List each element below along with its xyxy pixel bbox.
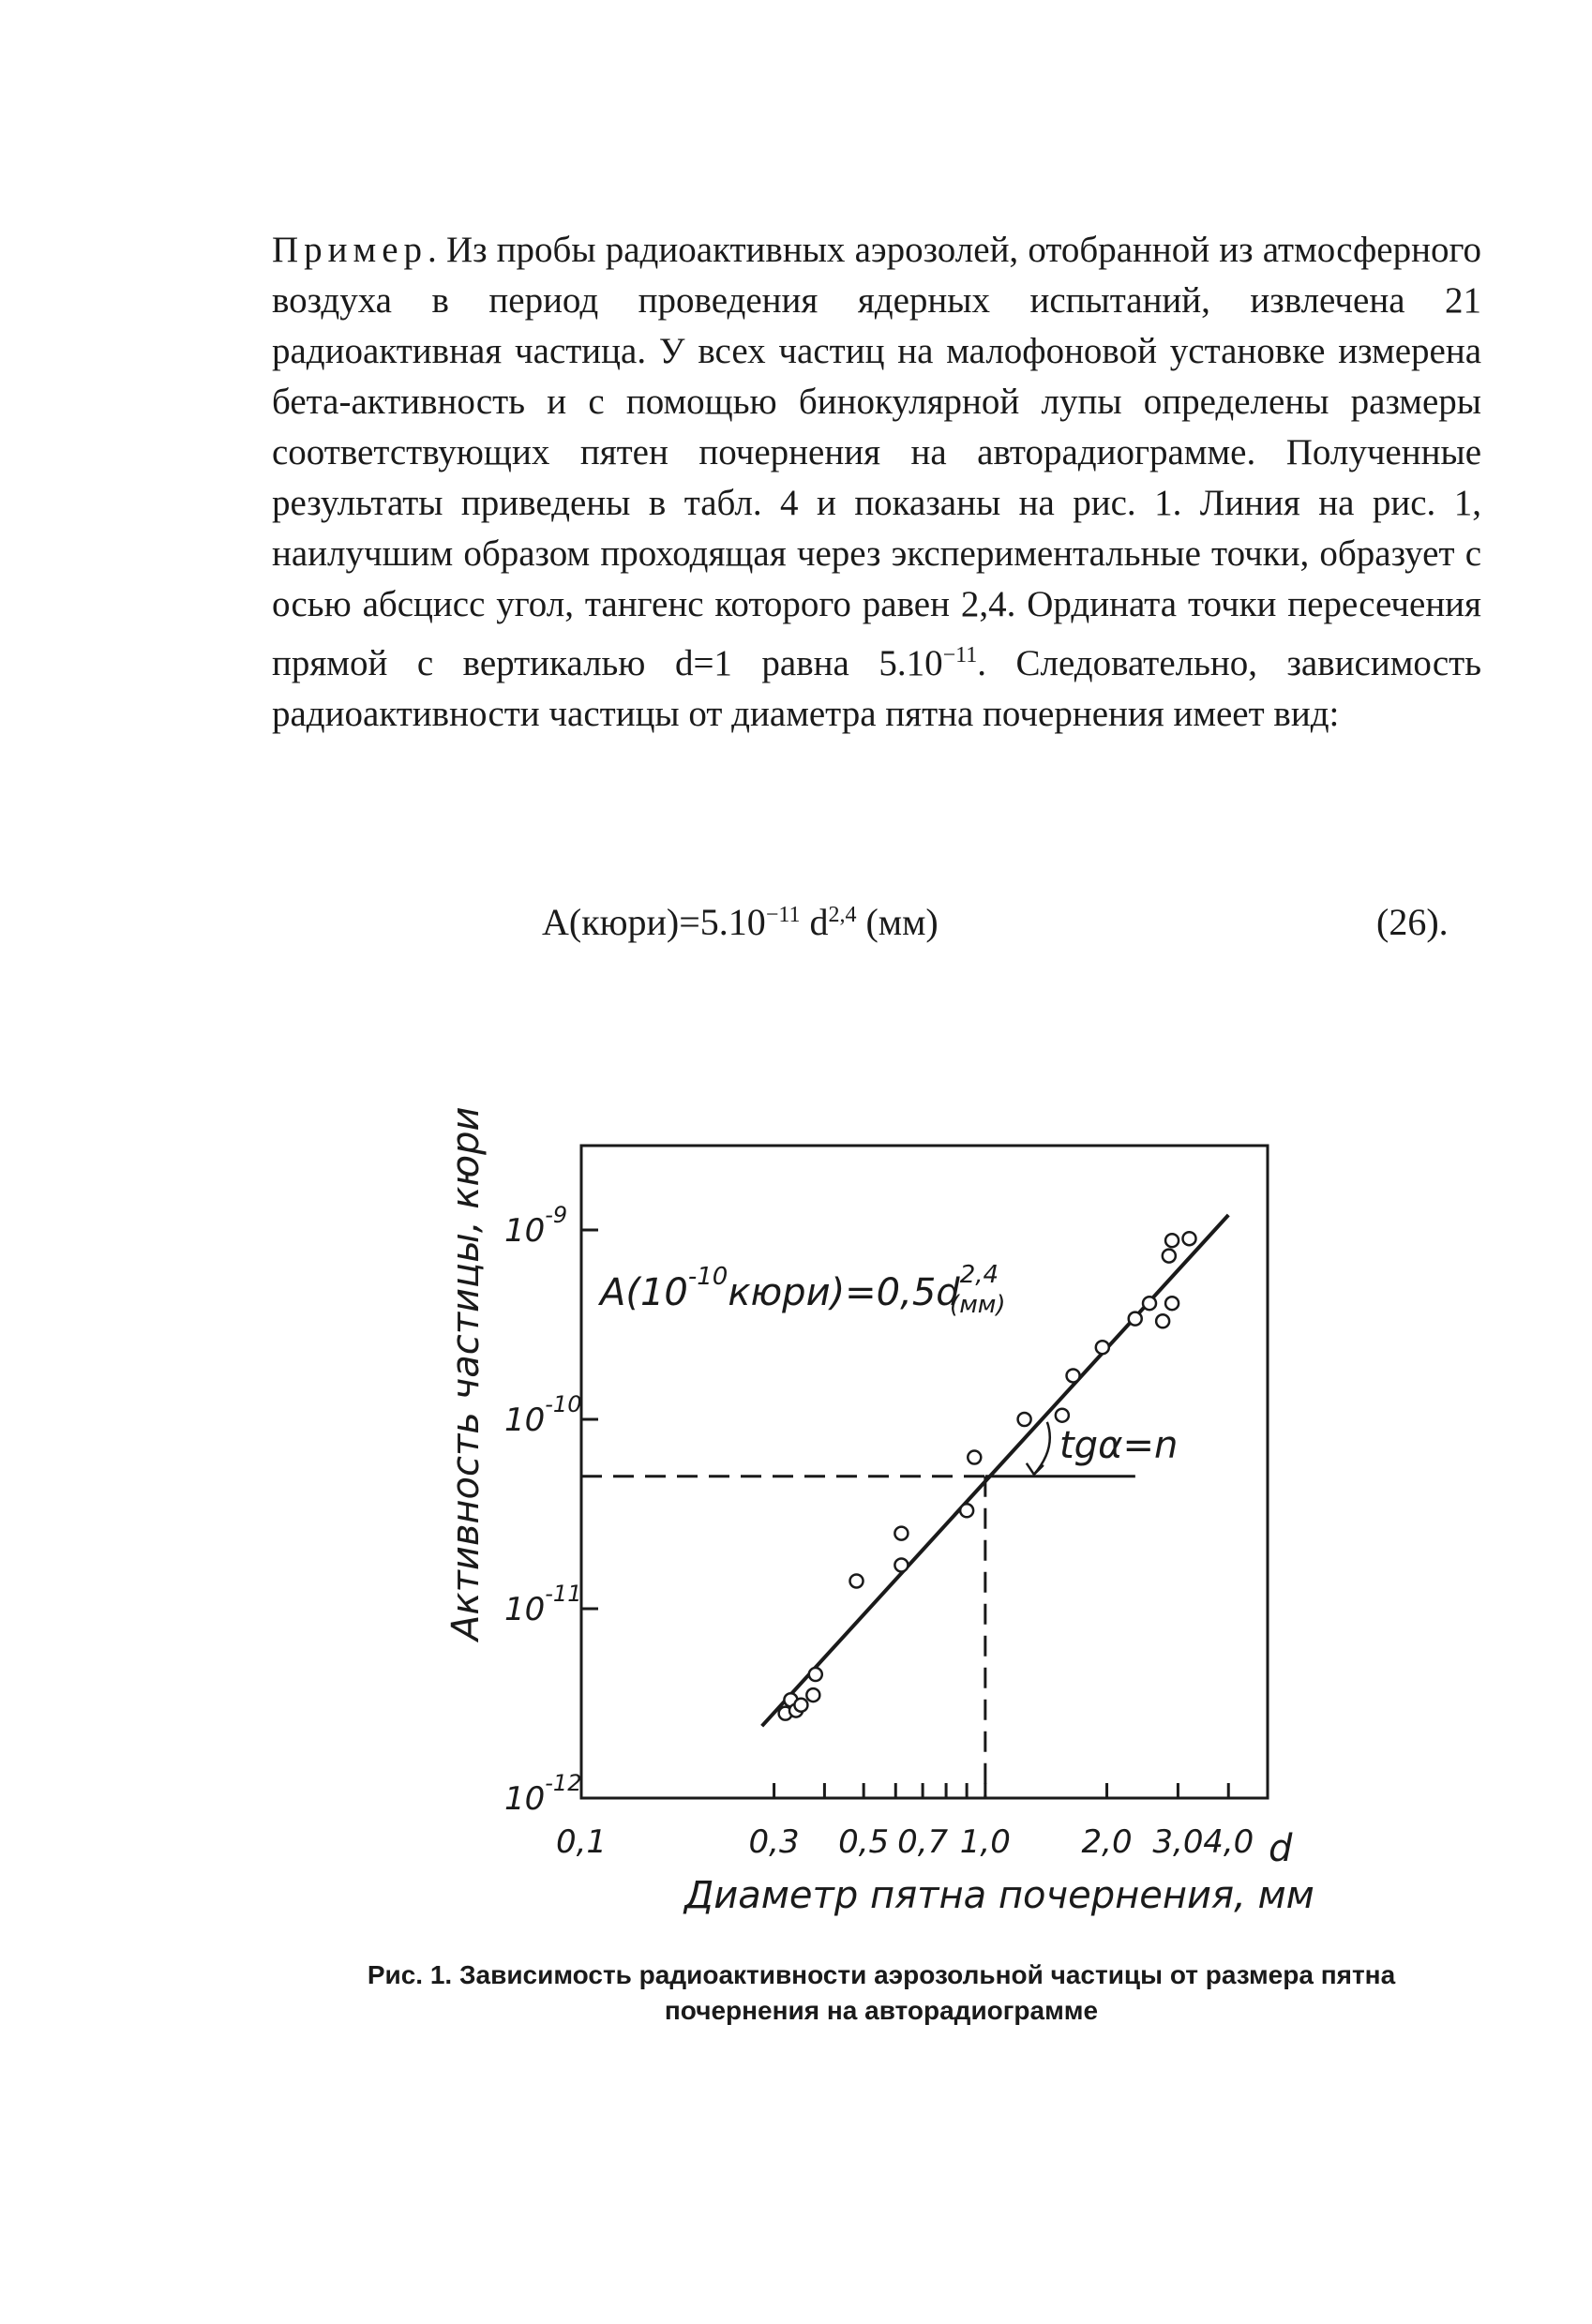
data-point: [806, 1688, 819, 1702]
plot-border: [581, 1146, 1268, 1798]
x-tick-label: 0,3: [748, 1823, 800, 1861]
x-axis-symbol: d: [1269, 1827, 1293, 1870]
data-point: [1163, 1250, 1176, 1263]
formula-right: (мм): [856, 901, 939, 943]
example-paragraph: [272, 225, 1481, 740]
data-point: [894, 1527, 908, 1540]
data-point: [1056, 1409, 1069, 1422]
data-point: [1143, 1297, 1156, 1310]
paragraph-tail: . Следовательно, зависимость радиоактивности частицы от диаметра пятна почернения имеет вид:: [272, 643, 1481, 734]
x-tick-label: 4,0: [1203, 1823, 1254, 1861]
y-tick-label: $10^{-11}$: [504, 1581, 582, 1628]
data-point: [809, 1668, 822, 1681]
data-point: [850, 1574, 864, 1587]
paragraph-exponent: −11: [942, 643, 978, 667]
equation-number: (26).: [1376, 901, 1449, 943]
x-tick-label: 0,7: [897, 1823, 949, 1861]
figure-chart: [0, 1078, 1592, 1941]
formula-mid: d: [800, 901, 829, 943]
data-point: [1156, 1314, 1169, 1327]
x-tick-label: 1,0: [959, 1823, 1011, 1861]
data-point: [1129, 1312, 1142, 1326]
data-point: [1067, 1369, 1080, 1382]
data-point: [960, 1504, 973, 1517]
x-tick-label: 0,5: [838, 1823, 890, 1861]
plot-frame: [581, 1146, 1268, 1798]
slope-label: tgα=n: [1059, 1424, 1179, 1467]
data-point: [1165, 1234, 1179, 1247]
figure-caption: Рис. 1. Зависимость радиоактивности аэрозольной частицы от размера пятна почернения на авторадиограмме: [367, 1960, 1396, 2025]
y-tick-label: $10^{-12}$: [504, 1770, 582, 1818]
x-axis-title: Диаметр пятна почернения, мм: [684, 1874, 1314, 1917]
formula-exp2: 2,4: [828, 903, 857, 927]
data-point: [794, 1699, 807, 1712]
formula: [542, 900, 939, 944]
data-point: [1165, 1297, 1179, 1310]
x-tick-label: 3,0: [1152, 1823, 1204, 1861]
y-axis-title: Активность частицы, кюри: [444, 1106, 488, 1641]
paragraph-text: . Из пробы радиоактивных аэрозолей, отобранной из атмосферного воздуха в период проведения ядерных испытаний, извлечена 21 радиоактивная частица. У всех частиц на малофоновой установке измерена бета-активность и с помощью бинокулярной лупы определены размеры соответствующих пятен почернения на авторадиограмме. Полученные результаты приведены в табл. 4 и показаны на рис. 1. Линия на рис. 1, наилучшим образом проходящая через экспериментальные точки, образует с осью абсцисс угол, тангенс которого равен 2,4. Ордината точки пересечения прямой с вертикалью d=1 равна 5.10: [272, 230, 1481, 683]
paragraph-lead: Пример: [272, 230, 428, 270]
x-tick-label: 0,1: [555, 1823, 608, 1861]
data-point: [894, 1558, 908, 1571]
x-axis-ticks: [556, 1783, 1254, 1861]
data-point: [1018, 1413, 1031, 1426]
y-tick-label: $10^{-9}$: [504, 1202, 568, 1250]
equation-annotation: $A(10^{-10}кюри)=0,5d^{2,4}$ (мм): [600, 1261, 1006, 1319]
formula-left: A(кюри)=5.10: [542, 901, 766, 943]
y-tick-label: $10^{-10}$: [504, 1391, 582, 1439]
data-point: [1096, 1341, 1109, 1354]
formula-exp1: −11: [765, 903, 801, 927]
data-point: [1182, 1232, 1195, 1245]
y-axis-ticks: [504, 1202, 598, 1818]
data-point: [968, 1451, 981, 1464]
x-tick-label: 2,0: [1081, 1823, 1133, 1861]
